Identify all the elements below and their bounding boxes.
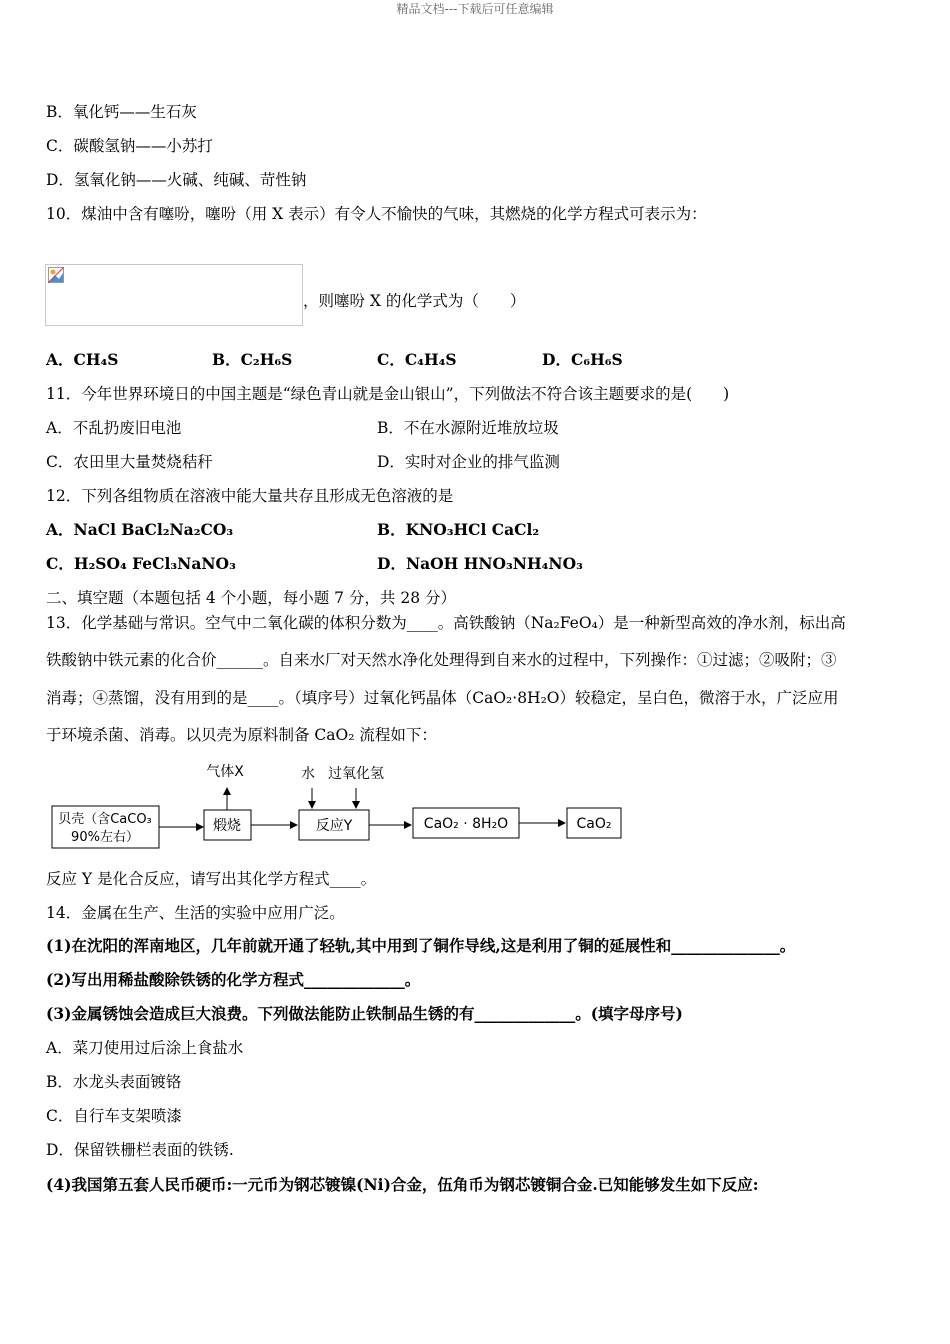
q9-option-c: C．碳酸氢钠——小苏打 bbox=[46, 137, 213, 155]
q11-option-b: B．不在水源附近堆放垃圾 bbox=[377, 419, 559, 437]
q12-option-a: A．NaCl BaCl₂Na₂CO₃ bbox=[46, 520, 234, 539]
product-1-label: CaO₂ · 8H₂O bbox=[423, 816, 509, 832]
q11-option-c: C．农田里大量焚烧秸秆 bbox=[46, 453, 213, 471]
product-2-label: CaO₂ bbox=[576, 816, 612, 832]
equation-image-placeholder bbox=[45, 264, 303, 326]
q14-part-1: (1)在沈阳的浑南地区，几年前就开通了轻轨,其中用到了铜作导线,这是利用了铜的延展性和______________。 bbox=[46, 936, 796, 955]
q13-after-diagram: 反应 Y 是化合反应，请写出其化学方程式____。 bbox=[46, 870, 377, 888]
q14-option-d: D．保留铁栅栏表面的铁锈. bbox=[46, 1141, 234, 1159]
section-title: 二、填空题（本题包括 4 个小题，每小题 7 分，共 28 分） bbox=[46, 589, 457, 607]
q14-part-4: (4)我国第五套人民币硬币:一元币为钢芯镀镍(Ni)合金，伍角币为钢芯镀铜合金.已知能够发生如下反应: bbox=[46, 1175, 759, 1194]
q10-stem: 10．煤油中含有噻吩，噻吩（用 X 表示）有令人不愉快的气味，其燃烧的化学方程式可表示为： bbox=[46, 205, 707, 223]
q12-option-d: D．NaOH HNO₃NH₄NO₃ bbox=[377, 554, 583, 573]
q13-line-4: 于环境杀菌、消毒。以贝壳为原料制备 CaO₂ 流程如下： bbox=[46, 726, 437, 744]
cao2-flow-diagram bbox=[45, 756, 635, 856]
q13-line-2: 铁酸钠中铁元素的化合价______。自来水厂对天然水净化处理得到自来水的过程中，下列操作：①过滤；②吸附；③ bbox=[46, 651, 837, 669]
q13-line-1: 13．化学基础与常识。空气中二氧化碳的体积分数为____。高铁酸钠（Na₂FeO₄）是一种新型高效的净水剂，标出高 bbox=[46, 614, 846, 632]
q10-tail: ，则噻吩 X 的化学式为（ ） bbox=[303, 292, 526, 310]
h2o2-label: 过氧化氢 bbox=[328, 766, 384, 782]
q11-option-a: A．不乱扔废旧电池 bbox=[46, 419, 182, 437]
q14-option-a: A．菜刀使用过后涂上食盐水 bbox=[46, 1039, 244, 1057]
q12-option-b: B．KNO₃HCl CaCl₂ bbox=[377, 520, 540, 539]
q12-option-c: C．H₂SO₄ FeCl₃NaNO₃ bbox=[46, 554, 236, 573]
q14-option-c: C．自行车支架喷漆 bbox=[46, 1107, 182, 1125]
q9-option-b: B．氧化钙——生石灰 bbox=[46, 103, 197, 121]
broken-image-icon bbox=[48, 267, 64, 283]
q10-option-a: A．CH₄S bbox=[46, 350, 119, 369]
react-y-label: 反应Y bbox=[315, 818, 353, 834]
q12-stem: 12．下列各组物质在溶液中能大量共存且形成无色溶液的是 bbox=[46, 487, 454, 505]
calcine-label: 煅烧 bbox=[213, 818, 241, 834]
gas-x-label: 气体X bbox=[206, 764, 244, 780]
water-label: 水 bbox=[301, 766, 315, 782]
q11-stem: 11．今年世界环境日的中国主题是“绿色青山就是金山银山”，下列做法不符合该主题要求的是( ) bbox=[46, 385, 730, 403]
q10-option-b: B．C₂H₆S bbox=[212, 350, 293, 369]
q14-option-b: B．水龙头表面镀铬 bbox=[46, 1073, 182, 1091]
q13-line-3: 消毒；④蒸馏，没有用到的是____。（填序号）过氧化钙晶体（CaO₂·8H₂O）较稳定，呈白色，微溶于水，广泛应用 bbox=[46, 689, 839, 707]
shell-label-1: 贝壳（含CaCO₃ bbox=[58, 812, 152, 827]
q11-option-d: D．实时对企业的排气监测 bbox=[377, 453, 560, 471]
page-header: 精品文档---下载后可任意编辑 bbox=[396, 2, 554, 16]
q10-option-c: C．C₄H₄S bbox=[377, 350, 457, 369]
q14-part-3: (3)金属锈蚀会造成巨大浪费。下列做法能防止铁制品生锈的有_____________。(填字母序号) bbox=[46, 1004, 683, 1023]
q9-option-d: D．氢氧化钠——火碱、纯碱、苛性钠 bbox=[46, 171, 307, 189]
q10-option-d: D．C₆H₆S bbox=[542, 350, 623, 369]
q14-stem: 14．金属在生产、生活的实验中应用广泛。 bbox=[46, 904, 345, 922]
q14-part-2: (2)写出用稀盐酸除铁锈的化学方程式_____________。 bbox=[46, 970, 421, 989]
shell-label-2: 90%左右） bbox=[71, 830, 139, 845]
